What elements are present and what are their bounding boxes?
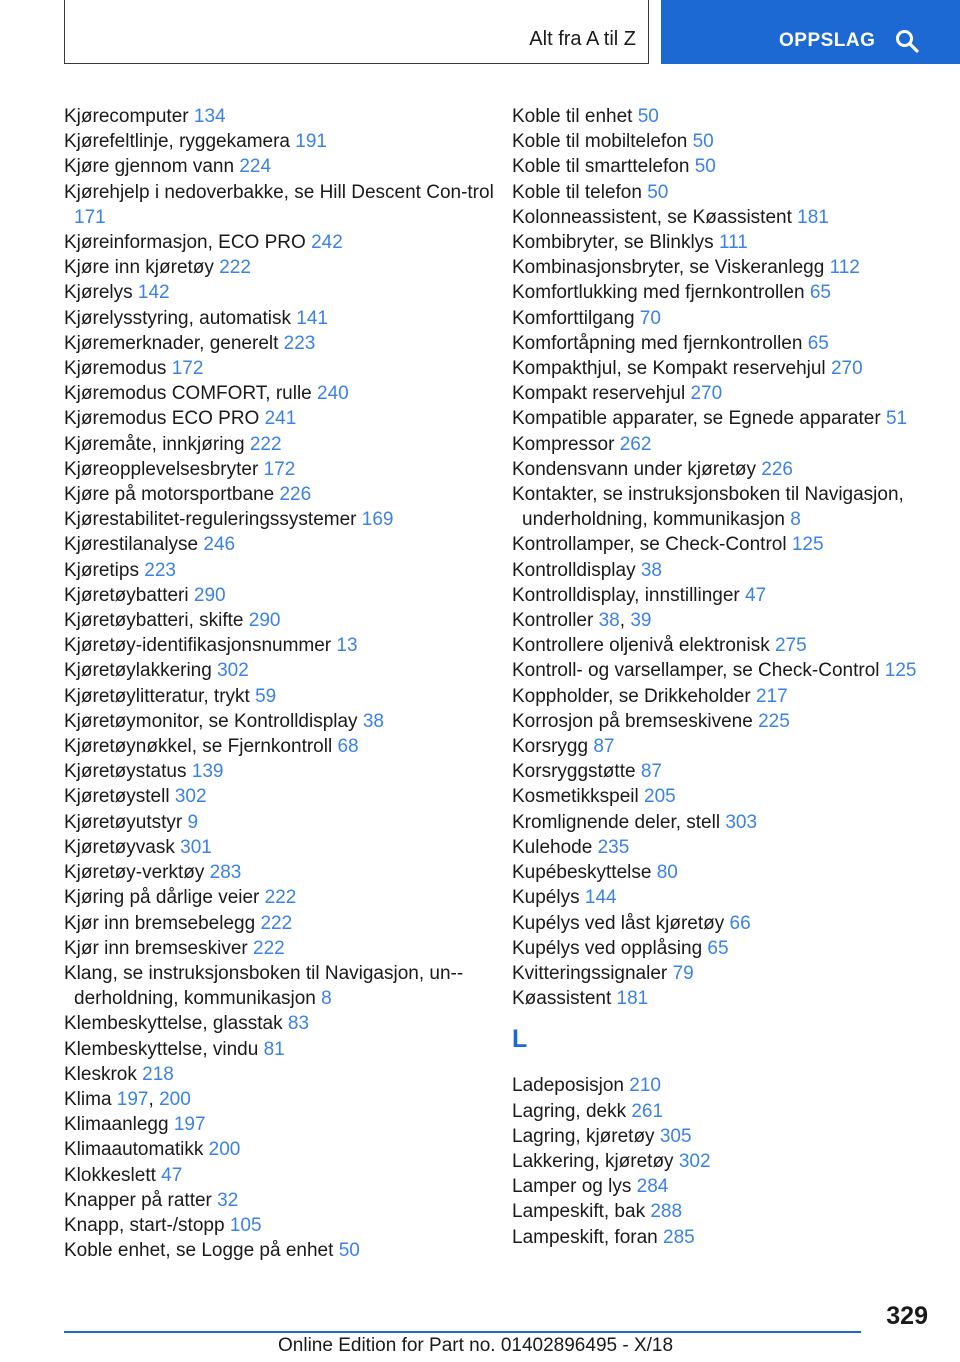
page-reference-link[interactable]: 8: [790, 509, 801, 531]
page-reference-link[interactable]: 235: [597, 836, 630, 858]
index-entry-label: Kjørecomputer: [64, 106, 189, 127]
index-entry: Kontroller 38, 39: [512, 610, 652, 632]
index-entry-label: Korsryggstøtte: [512, 761, 636, 783]
index-entry: [512, 986, 932, 1011]
index-entry-label: Komforttilgang: [512, 307, 635, 329]
index-entry-label: Klima: [64, 1088, 112, 1110]
index-entry-label: Kjørelys: [64, 282, 133, 304]
index-entry-label: Kjøretøystatus: [64, 761, 187, 783]
index-entry-label: Kombinasjonsbryter, se Viskeranlegg: [512, 257, 825, 279]
index-entry-label: Koble til smarttelefon: [512, 156, 690, 178]
index-entry: [512, 1099, 932, 1124]
index-entry-label: Korrosjon på bremseskivene: [512, 710, 753, 732]
index-entry-label: Kombibryter, se Blinklys: [512, 232, 714, 254]
index-entry: [512, 658, 932, 683]
index-entry-label: Kjør inn bremsebelegg: [64, 912, 256, 934]
page-reference-link[interactable]: 197: [116, 1088, 149, 1110]
page-reference-link[interactable]: 283: [209, 862, 242, 884]
index-entry: [512, 255, 932, 280]
index-entry-label: Kjøremodus ECO PRO: [64, 408, 260, 430]
index-entry-label: Koppholder, se Drikkeholder: [512, 685, 751, 707]
index-entry: [64, 583, 504, 608]
index-entry: [64, 356, 504, 381]
index-entry-label: Kjøring på dårlige veier: [64, 887, 260, 909]
index-entry: [64, 255, 504, 280]
page-reference-link[interactable]: 222: [219, 257, 251, 279]
page-reference-link[interactable]: 8: [321, 988, 332, 1010]
index-entry: [64, 432, 504, 457]
page-reference-link[interactable]: 105: [229, 1214, 262, 1236]
index-entry: [512, 205, 932, 230]
index-entry-label: Kolonneassistent, se Køassistent: [512, 206, 792, 228]
index-entry: [64, 230, 504, 255]
index-entry-label: Kjøremodus: [64, 358, 167, 380]
index-entry: [64, 860, 504, 885]
index-entry: [512, 406, 932, 431]
index-entry-label: Kjøretøystell: [64, 786, 170, 808]
index-entry: [512, 784, 932, 809]
index-entry: [512, 129, 932, 154]
index-entry-label: Kjøremåte, innkjøring: [64, 433, 245, 455]
page-reference-link[interactable]: 50: [694, 156, 716, 178]
page-reference-link[interactable]: 217: [755, 685, 788, 707]
index-entry: [64, 1062, 504, 1087]
page-reference-link[interactable]: 302: [217, 660, 249, 682]
page-reference-link[interactable]: 242: [311, 232, 343, 254]
index-entry-label: Kupélys ved låst kjøretøy: [512, 912, 725, 934]
index-entry-label: Kompakthjul, se Kompakt reservehjul: [512, 358, 826, 380]
index-entry: [512, 936, 932, 961]
page-reference-link[interactable]: 65: [807, 332, 829, 354]
page-reference-link[interactable]: 222: [249, 433, 282, 455]
index-entry-label: Lagring, dekk: [512, 1100, 627, 1122]
index-entry-label: Kontroller: [512, 610, 594, 632]
index-entry-label: Klimaautomatikk: [64, 1139, 204, 1161]
index-entry: [64, 961, 504, 1011]
index-entry-label: Knapp, start-/stopp: [64, 1214, 225, 1236]
page-reference-link[interactable]: 191: [295, 131, 327, 153]
page-reference-link[interactable]: 38: [362, 710, 384, 732]
index-entry: [512, 885, 932, 910]
page-reference-link[interactable]: 51: [885, 408, 908, 430]
page-reference-link[interactable]: 169: [361, 509, 394, 531]
index-entry: [64, 381, 504, 406]
page-reference-link[interactable]: 47: [161, 1164, 183, 1186]
index-entry-label: Kjøretøylakkering: [64, 660, 212, 682]
index-entry-label: Koble til telefon: [512, 181, 642, 203]
index-entry: [512, 1199, 932, 1224]
index-entry-label: Koble til mobiltelefon: [512, 131, 688, 153]
index-entry-label: Kjøretøylitteratur, trykt: [64, 685, 250, 707]
index-entry: [64, 633, 504, 658]
index-entry: [64, 885, 504, 910]
page-reference-link[interactable]: 172: [263, 458, 296, 480]
page-reference-link[interactable]: 200: [208, 1139, 241, 1161]
index-entry-label: Kjøre inn kjøretøy: [64, 257, 214, 279]
lookup-tab-label: OPPSLAG: [779, 30, 876, 51]
index-entry-label: Kontrolldisplay, innstillinger: [512, 584, 740, 606]
page-reference-link[interactable]: 303: [725, 811, 758, 833]
page-reference-link[interactable]: 290: [193, 584, 226, 606]
index-group-k: [512, 104, 932, 1011]
index-entry-label: Kontrollere oljenivå elektronisk: [512, 635, 770, 657]
index-entry-label: Lakkering, kjøretøy: [512, 1150, 674, 1172]
index-entry: [64, 936, 504, 961]
search-icon: [894, 28, 920, 54]
page-reference-link[interactable]: 134: [193, 106, 226, 127]
index-entry-label: Kontroll- og varsellamper, se Check-Control: [512, 660, 880, 682]
page-reference-link[interactable]: 139: [191, 761, 224, 783]
page-reference-link[interactable]: 141: [296, 307, 328, 329]
index-entry-label: Kjøretøyutstyr: [64, 811, 183, 833]
index-entry-label: Klang, se instruksjonsboken til Navigasjon, un-derholdning, kommunikasjon: [64, 962, 464, 1010]
page-reference-link[interactable]: 284: [636, 1176, 669, 1198]
page-reference-link[interactable]: 38: [640, 559, 662, 581]
page-reference-link[interactable]: 38: [598, 610, 620, 632]
index-entry: [64, 911, 504, 936]
page-reference-link[interactable]: 9: [187, 811, 199, 833]
index-entry-label: Køassistent: [512, 988, 612, 1010]
page-reference-link[interactable]: 222: [253, 937, 285, 959]
index-entry-label: Kjøretøy-verktøy: [64, 862, 205, 884]
page-reference-link[interactable]: 285: [663, 1226, 695, 1248]
footer-rule: [64, 1331, 861, 1333]
page-reference-link[interactable]: 79: [672, 962, 694, 984]
index-entry-label: Kontrolldisplay: [512, 559, 636, 581]
index-entry-label: Kupélys: [512, 887, 580, 909]
index-entry: [64, 1037, 504, 1062]
page-reference-link[interactable]: 241: [264, 408, 297, 430]
index-entry: [512, 1124, 932, 1149]
index-entry-label: Kupélys ved opplåsing: [512, 937, 703, 959]
index-entry: [512, 709, 932, 734]
index-entry-label: Kjøretøymonitor, se Kontrolldisplay: [64, 710, 358, 732]
page-reference-link[interactable]: 226: [761, 458, 793, 480]
index-entry: [512, 633, 932, 658]
page-reference-link[interactable]: 223: [283, 332, 316, 354]
index-entry-label: Kjøretøybatteri: [64, 584, 189, 606]
index-entry-label: Kjøre på motorsportbane: [64, 484, 275, 506]
index-entry: Klima 197, 200: [64, 1088, 191, 1110]
index-entry: [512, 1225, 932, 1250]
index-entry: [64, 558, 504, 583]
index-entry: [512, 154, 932, 179]
index-entry-label: Kjøreopplevelsesbryter: [64, 458, 259, 480]
page-reference-link[interactable]: 125: [791, 534, 824, 556]
index-entry: [512, 684, 932, 709]
index-entry: [512, 381, 932, 406]
index-entry-label: Korsrygg: [512, 736, 589, 758]
index-entry: [64, 810, 504, 835]
index-entry-label: Kompatible apparater, se Egnede apparater: [512, 408, 881, 430]
page-reference-link[interactable]: 302: [174, 786, 207, 808]
page-reference-link[interactable]: 66: [729, 912, 751, 934]
page-reference-link[interactable]: 224: [239, 156, 272, 178]
page-reference-link[interactable]: 270: [690, 383, 723, 405]
page-reference-link[interactable]: 50: [647, 181, 669, 203]
index-entry: [64, 709, 504, 734]
index-entry: [64, 532, 504, 557]
index-entry: [64, 180, 504, 230]
index-group-l: [512, 1073, 932, 1249]
index-entry-label: Kulehode: [512, 836, 593, 858]
page-reference-link[interactable]: 87: [593, 736, 615, 758]
index-entry: [64, 306, 504, 331]
index-entry-label: Kjør inn bremseskiver: [64, 937, 248, 959]
index-entry-label: Kjørefeltlinje, ryggekamera: [64, 131, 290, 153]
index-entry: [512, 280, 932, 305]
index-entry-label: Koble enhet, se Logge på enhet: [64, 1240, 334, 1262]
index-entry-label: Kompressor: [512, 433, 615, 455]
index-entry: [512, 356, 932, 381]
index-entry: [64, 482, 504, 507]
page-reference-link[interactable]: 210: [629, 1075, 661, 1097]
index-entry: [64, 1163, 504, 1188]
page-reference-link[interactable]: 65: [809, 282, 831, 304]
page-reference-link[interactable]: 39: [630, 610, 652, 632]
index-entry-label: Kjørestabilitet-reguleringssystemer: [64, 509, 357, 531]
index-entry: [512, 104, 932, 129]
page-reference-link[interactable]: 261: [631, 1100, 664, 1122]
index-entry: [64, 331, 504, 356]
page-reference-link[interactable]: 50: [338, 1240, 360, 1262]
index-entry-label: Kjøretips: [64, 559, 139, 581]
index-entry: [64, 1137, 504, 1162]
index-entry: [64, 734, 504, 759]
index-entry: [64, 507, 504, 532]
index-entry: [512, 331, 932, 356]
index-entry: [512, 835, 932, 860]
index-entry: [64, 1011, 504, 1036]
index-entry: [512, 759, 932, 784]
index-entry-label: Kjøretøynøkkel, se Fjernkontroll: [64, 736, 333, 758]
page-reference-link[interactable]: 13: [336, 635, 358, 657]
index-entry-label: Klimaanlegg: [64, 1114, 169, 1136]
index-entry-label: Kjøretøy-identifikasjonsnummer: [64, 635, 332, 657]
page-reference-link[interactable]: 112: [829, 257, 860, 279]
index-entry: [64, 154, 504, 179]
page-reference-link[interactable]: 240: [317, 383, 349, 405]
page-reference-link[interactable]: 80: [656, 862, 678, 884]
index-entry: [64, 608, 504, 633]
index-entry-label: Kjøremerknader, generelt: [64, 332, 279, 354]
page-reference-link[interactable]: 225: [758, 710, 790, 732]
index-entry: [512, 734, 932, 759]
index-entry: [512, 860, 932, 885]
page-reference-link[interactable]: 246: [203, 534, 236, 556]
index-entry: [64, 280, 504, 305]
index-entry-label: Kontrollamper, se Check-Control: [512, 534, 787, 556]
index-entry-label: Komfortlukking med fjernkontrollen: [512, 282, 805, 304]
page-reference-link[interactable]: 172: [171, 358, 204, 380]
page-number: 329: [886, 1302, 928, 1330]
index-entry-label: Komfortåpning med fjernkontrollen: [512, 332, 803, 354]
index-entry: [64, 1112, 504, 1137]
index-entry: [64, 1213, 504, 1238]
page-reference-link[interactable]: 301: [180, 836, 212, 858]
page-reference-link[interactable]: 223: [144, 559, 176, 581]
header-title-box: [64, 0, 649, 64]
index-entry: [512, 432, 932, 457]
page-reference-link[interactable]: 181: [797, 206, 829, 228]
index-entry: [64, 835, 504, 860]
page-reference-link[interactable]: 171: [74, 206, 106, 228]
page-reference-link[interactable]: 50: [692, 131, 714, 153]
page-reference-link[interactable]: 262: [619, 433, 652, 455]
page-reference-link[interactable]: 59: [255, 685, 277, 707]
index-entry: [64, 1238, 504, 1263]
index-entry-label: Kjøretøyvask: [64, 836, 175, 858]
index-entry-label: Klembeskyttelse, glasstak: [64, 1013, 283, 1035]
index-entry-label: Kjøreinformasjon, ECO PRO: [64, 232, 306, 254]
index-entry-label: Kvitteringssignaler: [512, 962, 668, 984]
index-entry: [512, 1149, 932, 1174]
page-reference-link[interactable]: 305: [659, 1125, 692, 1147]
index-entry: [512, 1174, 932, 1199]
page-reference-link[interactable]: 142: [137, 282, 170, 304]
header-title: Alt fra A til Z: [529, 28, 636, 50]
page-reference-link[interactable]: 144: [584, 887, 617, 909]
index-entry-label: Lagring, kjøretøy: [512, 1125, 655, 1147]
page-reference-link[interactable]: 65: [707, 937, 729, 959]
index-entry: [512, 961, 932, 986]
index-entry-label: Koble til enhet: [512, 106, 633, 127]
index-entry: [64, 406, 504, 431]
index-entry-label: Ladeposisjon: [512, 1075, 624, 1097]
index-entry: [512, 558, 932, 583]
index-entry-label: Kjørelysstyring, automatisk: [64, 307, 292, 329]
index-entry: [512, 306, 932, 331]
index-entry: [512, 583, 932, 608]
index-entry-label: Klokkeslett: [64, 1164, 156, 1186]
footer-edition-text: Online Edition for Part no. 01402896495 - X/18: [278, 1335, 674, 1356]
index-entry: [64, 759, 504, 784]
index-entry-label: Kleskrok: [64, 1063, 137, 1085]
page-reference-link[interactable]: 290: [248, 610, 281, 632]
page-reference-link[interactable]: 288: [650, 1201, 683, 1223]
page-reference-link[interactable]: 275: [774, 635, 807, 657]
page-reference-link[interactable]: 205: [644, 786, 676, 808]
page-reference-link[interactable]: 222: [264, 887, 297, 909]
page-reference-link[interactable]: 218: [142, 1063, 174, 1085]
index-entry-label: Knapper på ratter: [64, 1189, 212, 1211]
index-entry: [512, 482, 932, 532]
index-entry-label: Kromlignende deler, stell: [512, 811, 721, 833]
index-entry: [512, 532, 932, 557]
index-entry-label: Lampeskift, bak: [512, 1201, 646, 1223]
index-entry: [512, 180, 932, 205]
index-entry-label: Kondensvann under kjøretøy: [512, 458, 756, 480]
index-entry: [512, 1073, 932, 1098]
index-entry-label: Klembeskyttelse, vindu: [64, 1038, 259, 1060]
page-reference-link[interactable]: 125: [884, 660, 917, 682]
index-entry-label: Kosmetikkspeil: [512, 786, 639, 808]
index-entry-label: Kjøre gjennom vann: [64, 156, 235, 178]
lookup-tab[interactable]: [661, 0, 960, 64]
index-entry: [64, 684, 504, 709]
index-column-right: [512, 104, 932, 1250]
index-entry: [64, 457, 504, 482]
index-entry: [64, 1188, 504, 1213]
index-column-left: [64, 104, 504, 1263]
page-reference-link[interactable]: 32: [217, 1189, 239, 1211]
index-entry: [512, 457, 932, 482]
index-entry-label: Lamper og lys: [512, 1176, 632, 1198]
index-entry: [512, 911, 932, 936]
page-reference-link[interactable]: 83: [287, 1013, 310, 1035]
index-entry: [64, 658, 504, 683]
index-entry: [512, 810, 932, 835]
index-entry-label: Kjøretøybatteri, skifte: [64, 610, 244, 632]
index-entry-label: Kupébeskyttelse: [512, 862, 652, 884]
page-reference-link[interactable]: 200: [159, 1088, 191, 1110]
page-reference-link[interactable]: 68: [337, 736, 359, 758]
page-reference-link[interactable]: 181: [616, 988, 649, 1010]
page-reference-link[interactable]: 81: [263, 1038, 285, 1060]
page-reference-link[interactable]: 87: [640, 761, 662, 783]
index-entry-label: Kjørestilanalyse: [64, 534, 199, 556]
page-reference-link[interactable]: 47: [745, 584, 767, 606]
index-entry: [64, 104, 504, 129]
page-reference-link[interactable]: 70: [639, 307, 661, 329]
index-entry-label: Kompakt reservehjul: [512, 383, 686, 405]
page-reference-link[interactable]: 302: [678, 1150, 711, 1172]
section-letter-l: L: [512, 1025, 528, 1054]
page-reference-link[interactable]: 50: [637, 106, 659, 127]
page-reference-link[interactable]: 222: [260, 912, 293, 934]
index-entry-label: Kontakter, se instruksjonsboken til Navigasjon, underholdning, kommunikasjon: [512, 484, 904, 531]
index-entry: [64, 129, 504, 154]
index-entry-label: Kjøremodus COMFORT, rulle: [64, 383, 312, 405]
index-entry-label: Lampeskift, foran: [512, 1226, 658, 1248]
index-entry-label: Kjørehjelp i nedoverbakke, se Hill Descent Con-trol: [64, 181, 494, 203]
index-entry: [512, 230, 932, 255]
page-reference-link[interactable]: 226: [279, 484, 312, 506]
page-reference-link[interactable]: 197: [173, 1114, 206, 1136]
index-entry: [64, 784, 504, 809]
page-reference-link[interactable]: 111: [718, 232, 748, 254]
page-reference-link[interactable]: 270: [830, 358, 863, 380]
